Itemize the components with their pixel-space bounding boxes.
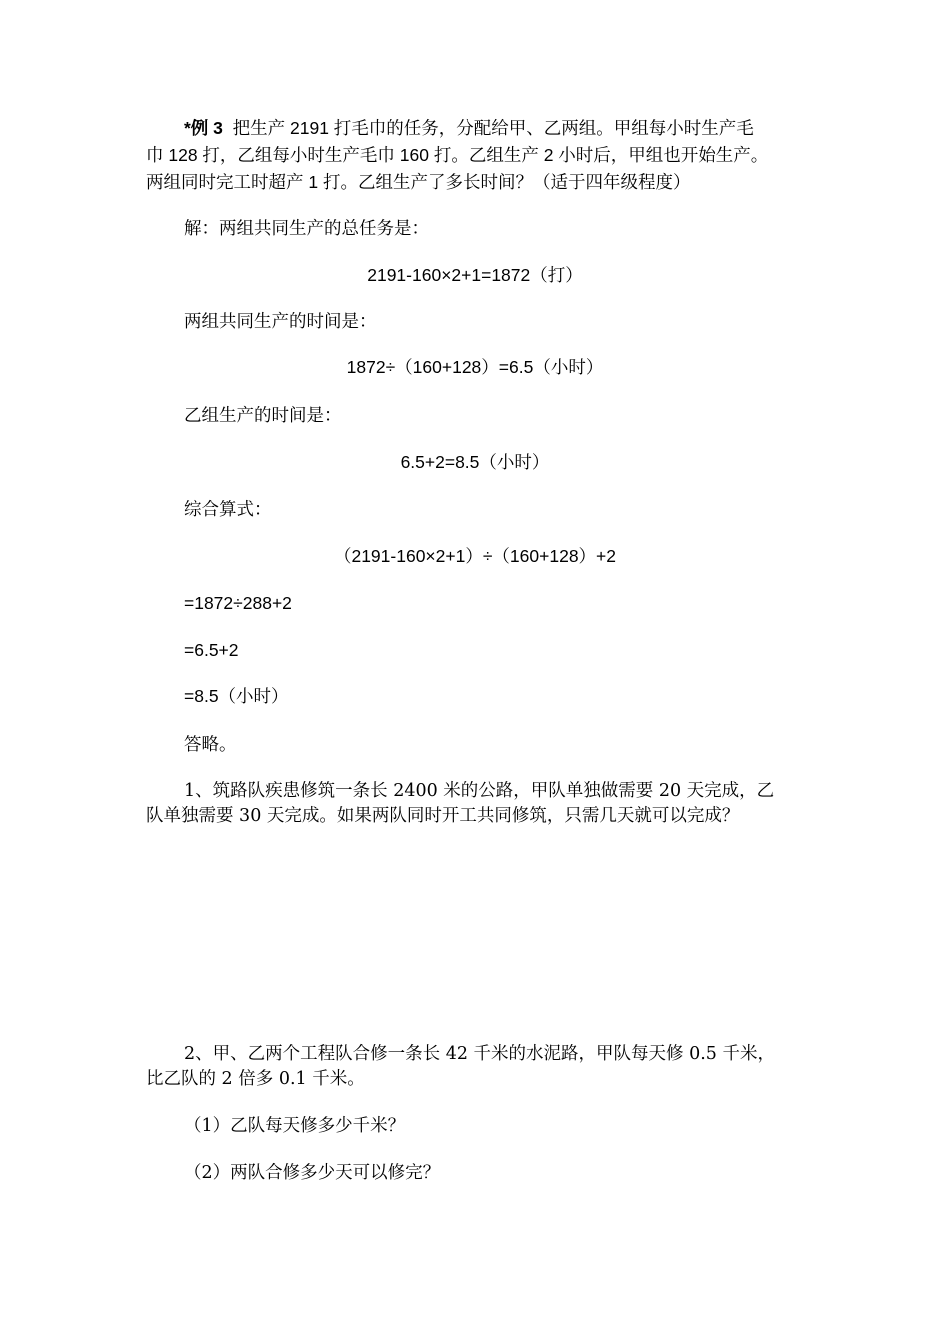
problem-2-question-1: （1）乙队每天修多少千米？ (184, 1116, 406, 1136)
problem-2-line-2: 比乙队的 2 倍多 0.1 千米。 (146, 1069, 365, 1089)
example-3-heading: *例 3 (184, 118, 223, 138)
equation-2: 1872÷（160+128）=6.5（小时） (346, 357, 604, 377)
example-3-text-1: 把生产 2191 打毛巾的任务，分配给甲、乙两组。甲组每小时生产毛 (232, 118, 754, 138)
problem-2-question-2: （2）两队合修多少天可以修完？ (184, 1163, 441, 1183)
problem-2-line-1: 2、甲、乙两个工程队合修一条长 42 千米的水泥路，甲队每天修 0.5 千米， (184, 1044, 775, 1064)
equation-3: 6.5+2=8.5（小时） (400, 452, 550, 472)
combined-equation: （2191-160×2+1）÷（160+128）+2 (333, 546, 617, 566)
solution-intro: 解：两组共同生产的总任务是： (184, 218, 429, 238)
combined-label: 综合算式： (184, 499, 272, 519)
equation-1: 2191-160×2+1=1872（打） (367, 265, 583, 285)
combined-step-3: =8.5（小时） (184, 686, 289, 706)
example-3-line-2: 巾 128 打，乙组每小时生产毛巾 160 打。乙组生产 2 小时后，甲组也开始生产。 (146, 145, 769, 165)
problem-1-line-2: 队单独需要 30 天完成。如果两队同时开工共同修筑，只需几天就可以完成？ (146, 806, 740, 826)
solution-step-2: 两组共同生产的时间是： (184, 311, 377, 331)
combined-step-1: =1872÷288+2 (184, 593, 292, 613)
answer-text: 答略。 (184, 734, 237, 754)
example-3-line-1 (184, 116, 754, 140)
solution-step-3: 乙组生产的时间是： (184, 405, 342, 425)
problem-1-line-1: 1、筑路队疾患修筑一条长 2400 米的公路，甲队单独做需要 20 天完成，乙 (184, 781, 775, 801)
combined-step-2: =6.5+2 (184, 640, 239, 660)
example-3-line-3: 两组同时完工时超产 1 打。乙组生产了多长时间？（适于四年级程度） (146, 172, 691, 192)
